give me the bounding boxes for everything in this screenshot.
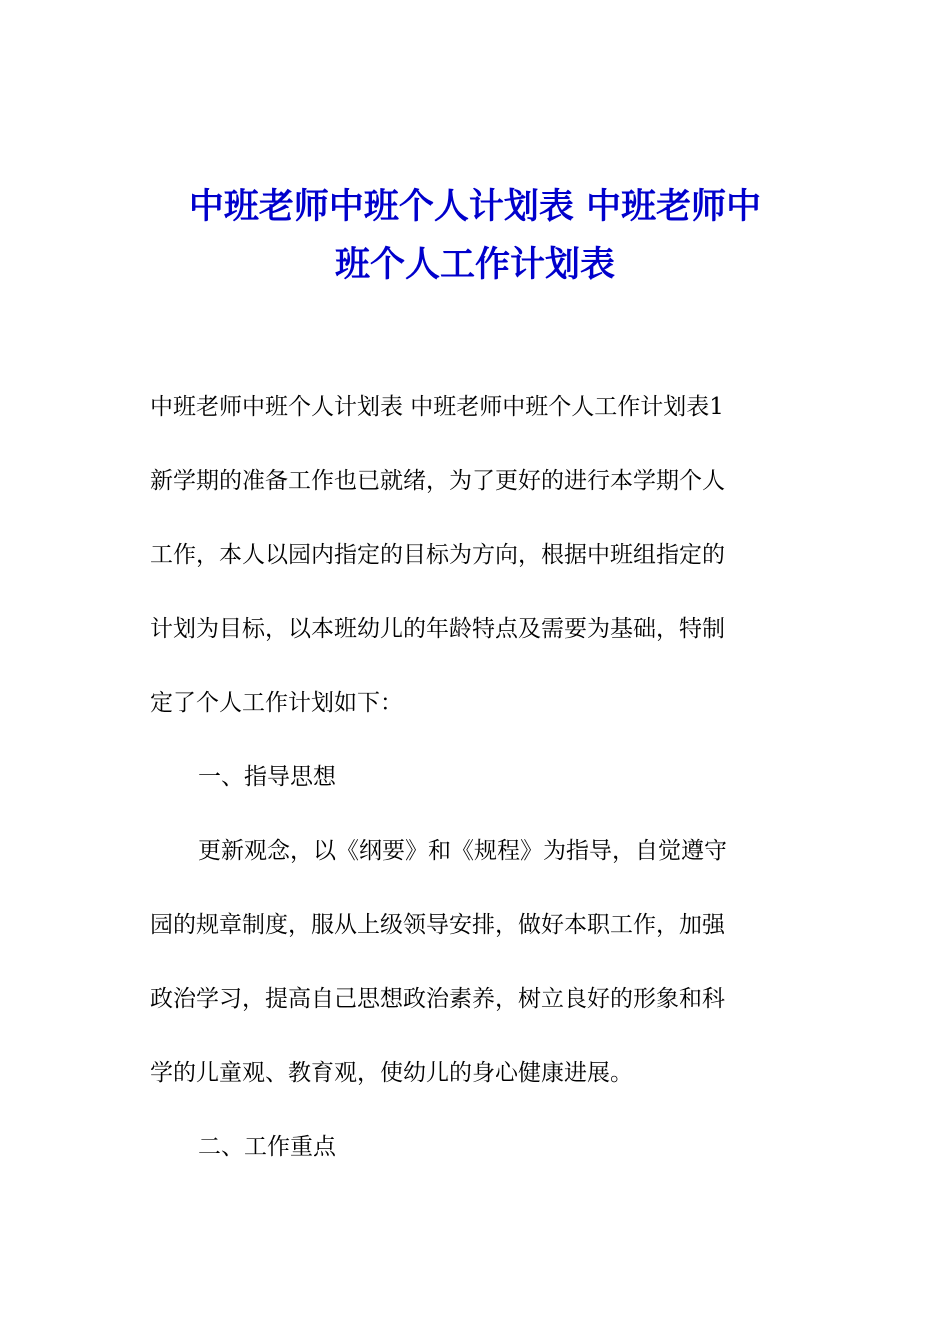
- paragraph-line: 定了个人工作计划如下：: [150, 690, 403, 716]
- title-line-1: 中班老师中班个人计划表 中班老师中: [188, 187, 762, 227]
- paragraph-line: 工作，本人以园内指定的目标为方向，根据中班组指定的: [150, 542, 725, 568]
- section-heading-guiding-ideology: 一、指导思想: [198, 764, 336, 790]
- document-body: [150, 370, 800, 1184]
- paragraph-line: 园的规章制度，服从上级领导安排，做好本职工作，加强: [150, 912, 725, 938]
- document-title: [150, 178, 800, 294]
- paragraph-line: 更新观念，以《纲要》和《规程》为指导，自觉遵守: [198, 838, 727, 864]
- paragraph-line: 新学期的准备工作也已就绪，为了更好的进行本学期个人: [150, 468, 725, 494]
- paragraph-line: 学的儿童观、教育观，使幼儿的身心健康进展。: [150, 1060, 633, 1086]
- paragraph-line: 计划为目标，以本班幼儿的年龄特点及需要为基础，特制: [150, 616, 725, 642]
- title-line-2: 班个人工作计划表: [334, 245, 615, 285]
- paragraph-line: 中班老师中班个人计划表 中班老师中班个人工作计划表1: [150, 394, 724, 420]
- section-heading-work-focus: 二、工作重点: [198, 1134, 336, 1160]
- paragraph-line: 政治学习，提高自己思想政治素养，树立良好的形象和科: [150, 986, 725, 1012]
